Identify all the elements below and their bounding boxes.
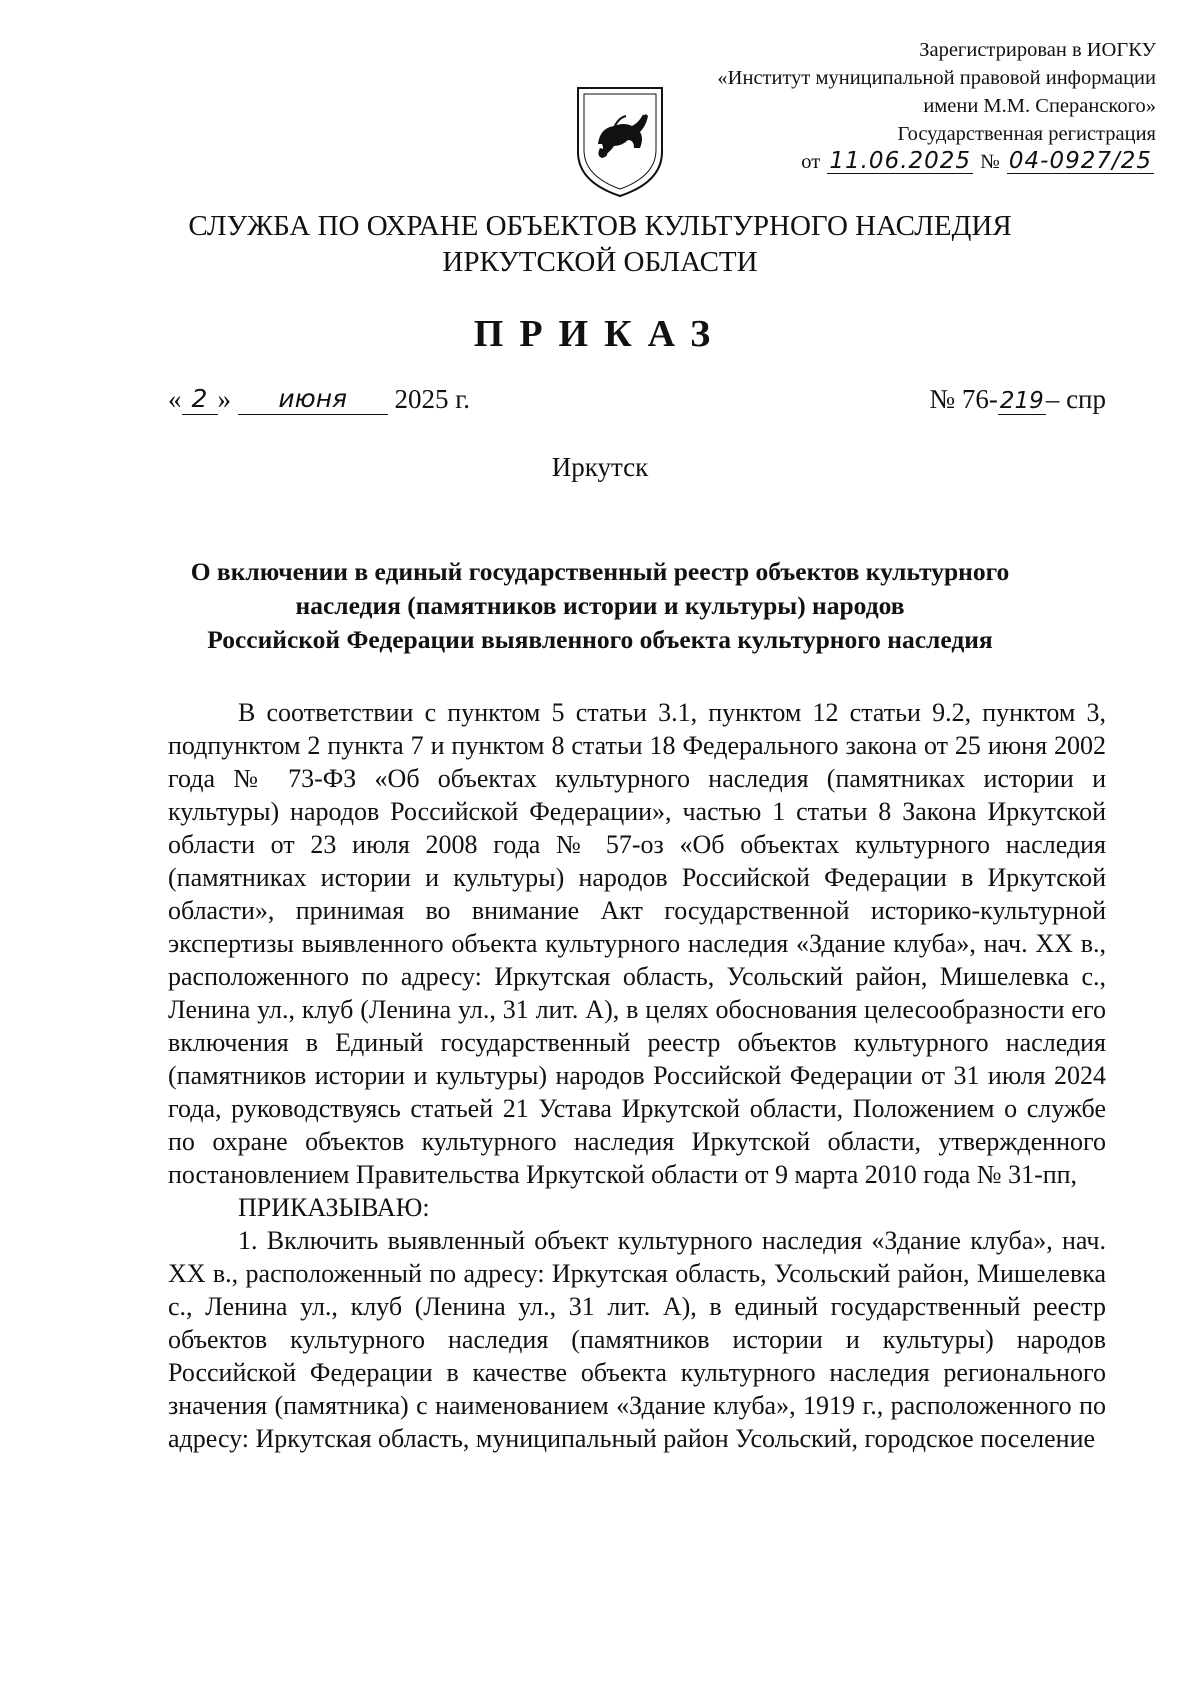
order-number-prefix: № 76- bbox=[929, 384, 998, 414]
agency-name bbox=[0, 208, 1200, 280]
order-word: ПРИКАЗЫВАЮ: bbox=[238, 1193, 430, 1222]
registration-line-1: Зарегистрирован в ИОГКУ bbox=[919, 39, 1156, 61]
preamble-paragraph: В соответствии с пунктом 5 статьи 3.1, пунктом 12 статьи 9.2, пунктом 3, подпунктом 2 пункта 7 и пунктом 8 статьи 18 Федерального закона от 25 июня 2002 года № 73-ФЗ «Об объектах культурного наследия (памятниках истории и культуры) народов Российской Федерации», частью 1 статьи 8 Закона Иркутской области от 23 июля 2008 года № 57-оз «Об объектах культурного наследия (памятниках истории и культуры) народов Российской Федерации в Иркутской области», принимая во внимание Акт государственной историко-культурной экспертизы выявленного объекта культурного наследия «Здание клуба», нач. XX в., расположенного по адресу: Иркутская область, Усольский район, Мишелевка с., Ленина ул., клуб (Ленина ул., 31 лит. А), в целях обоснования целесообразности его включения в Единый государственный реестр объектов культурного наследия (памятников истории и культуры) народов Российской Федерации от 31 июля 2024 года, руководствуясь статьей 21 Устава Иркутской области, Положением о службе по охране объектов культурного наследия Иркутской области, утвержденного постановлением Правительства Иркутской области от 9 марта 2010 года № 31-пп, bbox=[168, 698, 1106, 1189]
date-month: июня bbox=[238, 384, 388, 415]
city: Иркутск bbox=[551, 452, 649, 482]
order-number-suffix: – спр bbox=[1045, 384, 1106, 414]
subject-line-2: наследия (памятников истории и культуры) народов bbox=[295, 591, 905, 620]
subject-line-1: О включении в единый государственный реестр объектов культурного bbox=[190, 557, 1010, 586]
order-item-1: 1. Включить выявленный объект культурного наследия «Здание клуба», нач. XX в., расположенный по адресу: Иркутская область, Усольский район, Мишелевка с., Ленина ул., клуб (Ленина ул., 31 лит. А), в единый государственный реестр объектов культурного наследия (памятников истории и культуры) народов Российской Федерации в качестве объекта культурного наследия регионального значения (памятника) с наименованием «Здание клуба», 1919 г., расположенного по адресу: Иркутская область, муниципальный район Усольский, городское поселение bbox=[168, 1226, 1106, 1453]
date-open-quote: « bbox=[168, 384, 182, 414]
registration-line-3: имени М.М. Сперанского» bbox=[923, 95, 1156, 117]
subject-line-3: Российской Федерации выявленного объекта культурного наследия bbox=[207, 625, 993, 654]
registration-number-prefix: № bbox=[980, 151, 1000, 173]
order-date bbox=[168, 384, 470, 415]
agency-name-line-2: ИРКУТСКОЙ ОБЛАСТИ bbox=[442, 246, 758, 278]
document-title: ПРИКАЗ bbox=[473, 313, 727, 355]
date-close-quote: » bbox=[217, 384, 231, 414]
registration-stamp bbox=[596, 36, 1156, 176]
order-number-handwritten: 219 bbox=[999, 388, 1044, 414]
registration-date-line bbox=[596, 148, 1156, 176]
irkutsk-coat-of-arms-icon bbox=[570, 82, 670, 200]
registration-line-2: «Институт муниципальной правовой информации bbox=[717, 67, 1156, 89]
date-day: 2 bbox=[182, 384, 218, 415]
order-number bbox=[929, 384, 1106, 415]
registration-number-value: 04-0927/25 bbox=[1008, 148, 1152, 174]
agency-name-line-1: СЛУЖБА ПО ОХРАНЕ ОБЪЕКТОВ КУЛЬТУРНОГО НАСЛЕДИЯ bbox=[188, 210, 1012, 242]
order-subject bbox=[160, 555, 1040, 657]
registration-line-4: Государственная регистрация bbox=[897, 123, 1156, 145]
date-year: 2025 г. bbox=[394, 384, 471, 414]
registration-date-prefix: от bbox=[801, 151, 821, 173]
order-body bbox=[168, 696, 1106, 1455]
registration-date-value: 11.06.2025 bbox=[829, 148, 972, 174]
